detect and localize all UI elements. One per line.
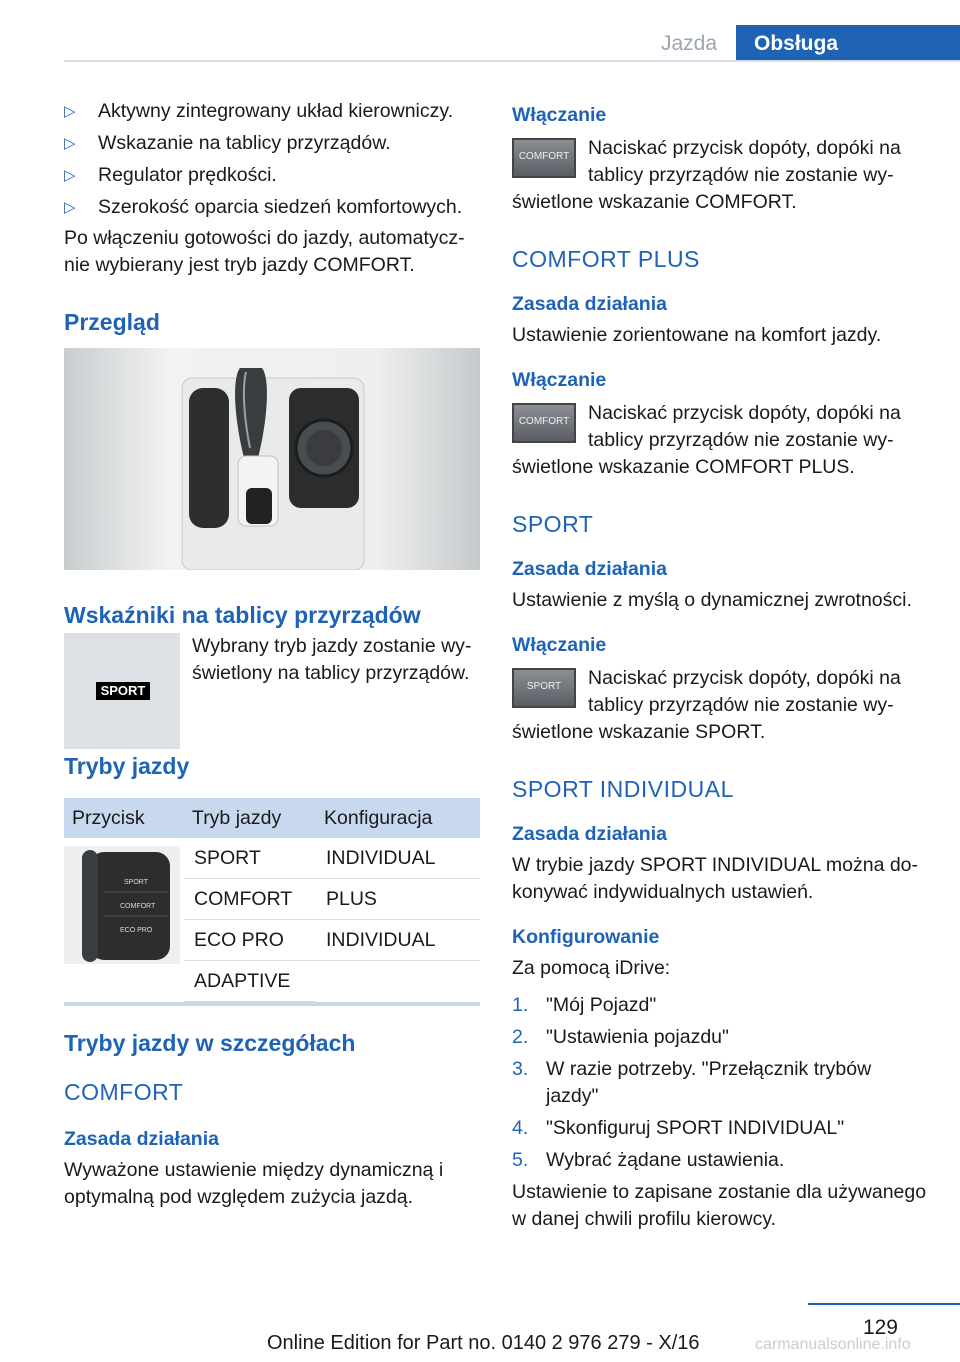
table-cell: ADAPTIVE — [184, 961, 316, 1002]
section-tab-jazda[interactable]: Jazda — [660, 32, 718, 55]
sport-on-heading: Włączanie — [512, 634, 607, 656]
comfort-button-image — [512, 138, 576, 178]
feature-list — [64, 98, 480, 221]
svg-text:ECO PRO: ECO PRO — [120, 927, 153, 934]
footer-divider — [808, 1303, 960, 1305]
sport-button-label: SPORT — [526, 681, 562, 692]
indicators-heading: Wskaźniki na tablicy przyrządów — [64, 602, 421, 628]
page-number: 129 — [862, 1316, 898, 1339]
list-item: ▷ Wskazanie na tablicy przyrządów. — [64, 130, 480, 157]
overview-heading: Przegląd — [64, 309, 160, 335]
list-item: 4. "Skonfiguruj SPORT INDIVIDUAL" — [512, 1115, 928, 1142]
comfort-plus-on-heading: Włączanie — [512, 369, 607, 391]
table-cell — [64, 838, 184, 1002]
edition-text: Online Edition for Part no. 0140 2 976 279 - X/16 — [267, 1332, 700, 1354]
step-number: 4. — [512, 1117, 529, 1139]
list-item: ▷ Regulator prędkości. — [64, 162, 480, 189]
comfort-button-label: COMFORT — [518, 151, 570, 162]
comfort-principle-heading: Zasada działania — [64, 1128, 219, 1150]
sport-individual-heading: SPORT INDIVIDUAL — [512, 776, 734, 802]
sport-individual-principle-heading: Zasada działania — [512, 823, 667, 845]
table-header: Przycisk — [64, 798, 184, 838]
sport-indicator-label: SPORT — [96, 682, 150, 700]
table-cell — [316, 961, 480, 1002]
table-cell: PLUS — [316, 879, 480, 920]
right-column — [512, 98, 928, 1233]
list-item: 1. "Mój Pojazd" — [512, 992, 928, 1019]
triangle-bullet-icon: ▷ — [64, 167, 76, 184]
comfort-plus-principle-text: Ustawienie zorientowane na komfort jazdy. — [512, 324, 882, 346]
sport-indicator-image — [64, 633, 180, 749]
list-item: ▷ Aktywny zintegrowany układ kierowniczy. — [64, 98, 480, 125]
table-header: Konfiguracja — [316, 798, 480, 838]
sport-on-text: Naciskać przycisk dopóty, dopóki na tablicy przyrządów nie zostanie wyświetlone wskazanie SPORT. — [512, 667, 901, 743]
left-column — [64, 98, 480, 1211]
comfort-on-heading: Włączanie — [512, 104, 607, 126]
sport-individual-principle-text: W trybie jazdy SPORT INDIVIDUAL można dokonywać indywidualnych ustawień. — [512, 854, 919, 903]
sport-principle-text: Ustawienie z myślą o dynamicznej zwrotności. — [512, 589, 912, 611]
comfort-plus-button-image — [512, 403, 576, 443]
section-tab-obsluga[interactable]: Obsługa — [736, 25, 960, 62]
sport-button-image — [512, 668, 576, 708]
step-number: 3. — [512, 1058, 529, 1080]
details-heading: Tryby jazdy w szczegółach — [64, 1030, 356, 1056]
config-heading: Konfigurowanie — [512, 926, 660, 948]
svg-text:SPORT: SPORT — [124, 879, 148, 886]
table-header-row — [64, 798, 480, 838]
table-cell: COMFORT — [184, 879, 316, 920]
list-item: 2. "Ustawienia pojazdu" — [512, 1024, 928, 1051]
watermark: carmanualsonline.info — [755, 1336, 911, 1353]
step-number: 1. — [512, 994, 529, 1016]
closing-text: Ustawienie to zapisane zostanie dla używanego w danej chwili profilu kierowcy. — [512, 1181, 927, 1230]
table-row — [64, 838, 480, 879]
mode-buttons-image — [64, 846, 180, 964]
modes-heading: Tryby jazdy — [64, 753, 190, 779]
sport-heading: SPORT — [512, 511, 594, 537]
table-cell: ECO PRO — [184, 920, 316, 961]
modes-table — [64, 798, 480, 1002]
table-header: Tryb jazdy — [184, 798, 316, 838]
comfort-principle-text: Wyważone ustawienie między dynamiczną i optymalną pod względem zużycia jazdą. — [64, 1159, 444, 1208]
comfort-heading: COMFORT — [64, 1079, 184, 1105]
table-cell: SPORT — [184, 838, 316, 879]
svg-text:COMFORT: COMFORT — [120, 903, 156, 910]
triangle-bullet-icon: ▷ — [64, 199, 76, 216]
comfort-plus-heading: COMFORT PLUS — [512, 246, 700, 272]
list-item: 5. Wybrać żądane ustawienia. — [512, 1147, 928, 1174]
table-bottom-rule — [64, 1002, 480, 1006]
indicators-text: Wybrany tryb jazdy zostanie wyświetlony na tablicy przyrządów. — [192, 635, 472, 684]
comfort-plus-button-label: COMFORT — [518, 416, 570, 427]
table-cell: INDIVIDUAL — [316, 838, 480, 879]
triangle-bullet-icon: ▷ — [64, 103, 76, 120]
triangle-bullet-icon: ▷ — [64, 135, 76, 152]
config-intro: Za pomocą iDrive: — [512, 957, 671, 979]
comfort-on-text: Naciskać przycisk dopóty, dopóki na tablicy przyrządów nie zostanie wyświetlone wskazanie COMFORT. — [512, 137, 901, 213]
console-photo — [64, 348, 480, 570]
list-item: ▷ Szerokość oparcia siedzeń komfortowych. — [64, 194, 480, 221]
step-number: 5. — [512, 1149, 529, 1171]
comfort-plus-principle-heading: Zasada działania — [512, 293, 667, 315]
step-number: 2. — [512, 1026, 529, 1048]
table-cell: INDIVIDUAL — [316, 920, 480, 961]
config-steps — [512, 992, 928, 1174]
sport-principle-heading: Zasada działania — [512, 558, 667, 580]
comfort-plus-on-text: Naciskać przycisk dopóty, dopóki na tablicy przyrządów nie zostanie wyświetlone wskazanie COMFORT PLUS. — [512, 402, 901, 478]
header-divider — [64, 60, 960, 62]
intro-paragraph: Po włączeniu gotowości do jazdy, automatycznie wybierany jest tryb jazdy COMFORT. — [64, 227, 465, 276]
list-item: 3. W razie potrzeby. "Przełącznik trybów jazdy" — [512, 1058, 872, 1107]
